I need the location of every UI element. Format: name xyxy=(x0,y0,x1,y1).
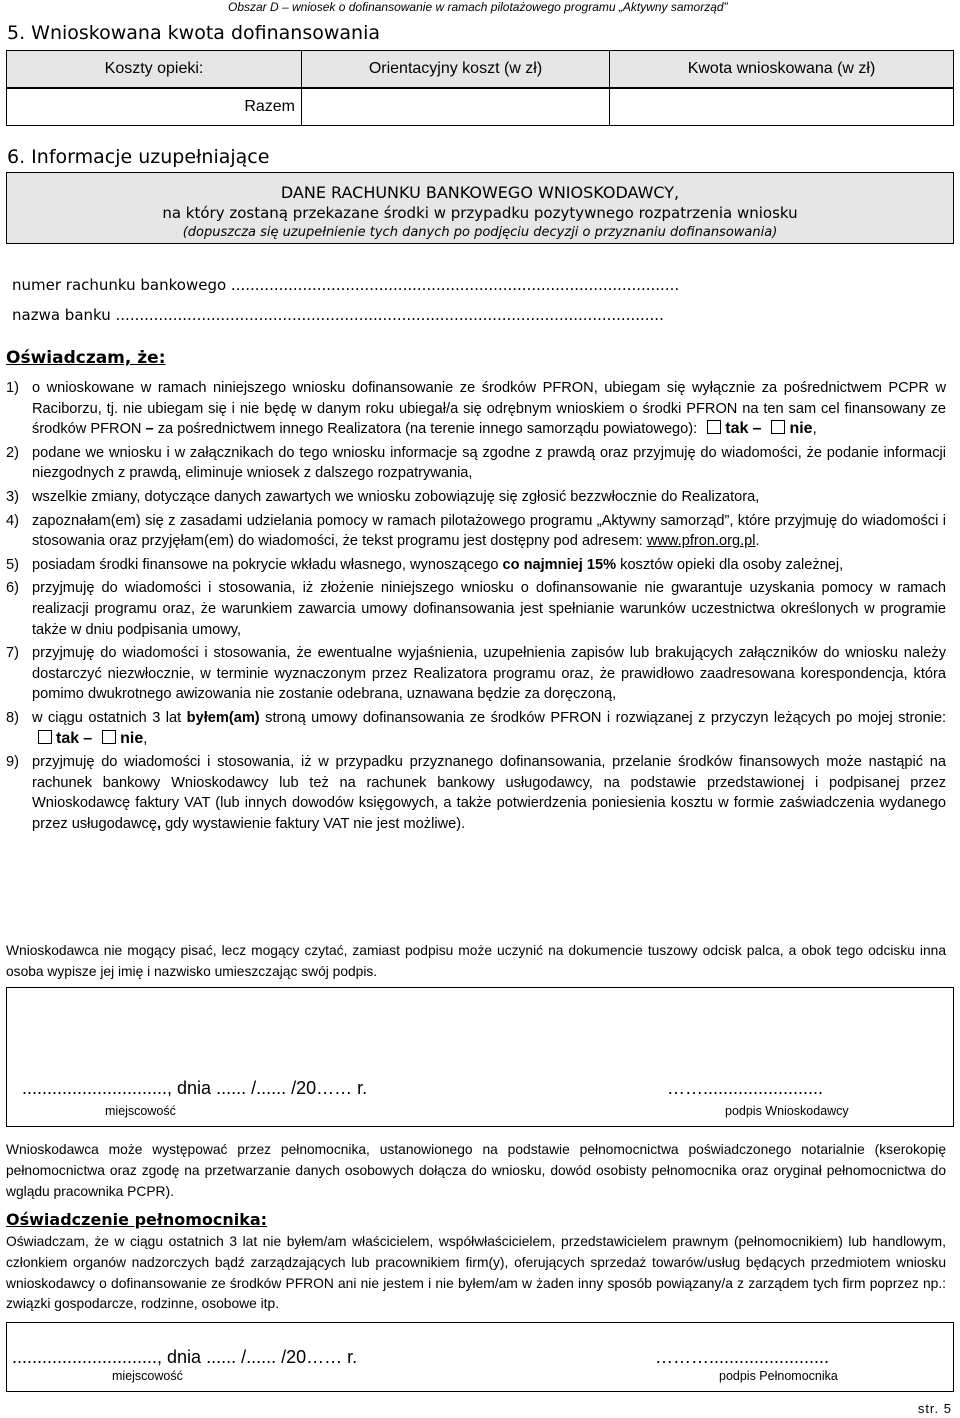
declaration-item xyxy=(6,487,946,508)
item-text: przyjmuję do wiadomości i stosowania, iż złożenie niniejszego wniosku o dofinansowanie nie gwarantuje uzyskania pomocy w ramach realizacji programu oraz, że warunkiem zawarcia umowy dofinansowania jest spełnianie warunków uczestnictwa określonych w programie także w dniu podpisania umowy, xyxy=(32,580,946,638)
item-number: 8) xyxy=(6,709,19,726)
declaration-item: 1) o wnioskowane w ramach niniejszego wniosku dofinansowanie ze środków PFRON, ubiegam się wyłącznie za pośrednictwem PCPR w Raciborzu, tj. nie ubiegam się i nie będę w danym roku ubiegał/a się odrębnym wnioskiem o środki PFRON na ten sam cel finansowany ze środków PFRON – za pośrednictwem innego Realizatora (na terenie innego samorządu powiatowego): tak – nie, xyxy=(6,380,946,438)
item-number: 7) xyxy=(6,645,19,662)
item-number: 5) xyxy=(6,556,19,573)
declaration-item xyxy=(6,643,946,705)
bank-account-box xyxy=(6,172,954,244)
item-number: 4) xyxy=(6,512,19,529)
declaration-item: 8) w ciągu ostatnich 3 lat byłem(am) stroną umowy dofinansowania ze środków PFRON i rozwiązanej z przyczyn leżących po mojej stronie: tak – nie, xyxy=(6,709,947,747)
col-requested-amount-header: Kwota wnioskowana (w zł) xyxy=(610,51,954,89)
declaration-list xyxy=(6,378,946,837)
item-text: podane we wniosku i w załącznikach do tego wniosku informacje są zgodne z prawdą oraz przyjmuję do wiadomości, że podanie informacji niezgodnych z prawdą, eliminuje wniosek z dalszego rozpatrywania, xyxy=(32,444,946,482)
item-text: za pośrednictwem innego Realizatora (na terenie innego samorządu powiatowego): xyxy=(157,421,698,438)
item-bold-text: co najmniej 15% xyxy=(502,556,617,573)
item-text: kosztów opieki dla osoby zależnej, xyxy=(620,556,844,573)
bank-box-note: (dopuszcza się uzupełnienie tych danych po podjęciu decyzji o przyznaniu dofinansowania) xyxy=(182,225,778,240)
item-number: 3) xyxy=(6,488,19,505)
nie-checkbox[interactable] xyxy=(102,730,116,744)
item-number: 1) xyxy=(6,380,19,396)
place-date-line: ............................., dnia ...... /...... /20…… r. xyxy=(22,1078,368,1098)
signature-line: ……........................ xyxy=(667,1078,824,1098)
page-number: str. 5 xyxy=(917,1401,952,1416)
item-text: o wnioskowane w ramach niniejszego wniosku dofinansowanie ze środków PFRON, ubiegam się wyłącznie za pośrednictwem PCPR w Raciborzu, tj. nie ubiegam się i nie będę w danym roku ubiegał/a się odrębnym wnioskiem o środki PFRON na ten sam cel finansowany ze środków PFRON xyxy=(32,380,946,438)
signature-line: ………........................ xyxy=(655,1347,830,1367)
declaration-item xyxy=(6,578,946,640)
item-text: przyjmuję do wiadomości i stosowania, iż w przypadku przyznanego dofinansowania, przelanie środków finansowych może nastąpić na rachunek bankowy Wnioskodawcy lub też na rachunek bankowy usługodawcy, na podstawie przedstawionej i podpisanej przez Wnioskodawcę faktury VAT (lub innych dowodów księgowych, a także potwierdzenia poniesienia kosztu w formie zaświadczenia wydanego przez usługodawcę xyxy=(32,754,946,832)
item-number: 6) xyxy=(6,580,19,597)
place-label: miejscowość xyxy=(112,1369,183,1383)
item-dash: – xyxy=(145,421,154,438)
item-text: zapoznałam(em) się z zasadami udzielania pomocy w ramach pilotażowego programu „Aktywny samorząd”, które przyjmuję do wiadomości i stosowania oraz przyjęłam(em) do wiadomości, że tekst programu jest dostępny pod adresem: xyxy=(32,512,946,550)
page-header: Obszar D – wniosek o dofinansowanie w ramach pilotażowego programu „Aktywny samorząd” xyxy=(228,0,728,14)
section-5-title: 5. Wnioskowana kwota dofinansowania xyxy=(7,22,381,44)
bank-box-subtitle: na który zostaną przekazane środki w przypadku pozytywnego rozpatrzenia wniosku xyxy=(162,204,798,222)
declaration-item xyxy=(6,752,946,834)
place-date-line: ............................., dnia ...... /...... /20…… r. xyxy=(12,1347,358,1367)
section-6-title: 6. Informacje uzupełniające xyxy=(7,146,270,168)
applicant-signature-label: podpis Wnioskodawcy xyxy=(725,1104,849,1118)
proxy-declaration-title: Oświadczenie pełnomocnika: xyxy=(6,1210,268,1229)
pfron-link[interactable]: www.pfron.org.pl xyxy=(646,533,756,550)
col-estimated-cost-header: Orientacyjny koszt (w zł) xyxy=(302,51,610,89)
cost-table xyxy=(6,50,954,126)
item-number: 2) xyxy=(6,444,19,461)
proxy-note: Wnioskodawca może występować przez pełnomocnika, ustanowionego na podstawie pełnomocnictwa poświadczonego notarialnie (kserokopię pełnomocnictwa oraz zgodę na przetwarzanie danych osobowych dołącza do wniosku, dowód osobisty pełnomocnika oraz oryginał pełnomocnictwa do wglądu pracownika PCPR). xyxy=(6,1142,946,1199)
col-costs-header: Koszty opieki: xyxy=(7,51,302,89)
proxy-signature-box[interactable] xyxy=(6,1322,954,1392)
nie-label: nie xyxy=(789,420,813,438)
account-number-field[interactable]: numer rachunku bankowego .............................................................................................. xyxy=(12,276,680,294)
tak-label: tak xyxy=(56,729,80,747)
item-text: w ciągu ostatnich 3 lat xyxy=(32,709,182,726)
item-bold-text: byłem(am) xyxy=(186,709,260,726)
nie-checkbox[interactable] xyxy=(771,420,785,434)
tak-checkbox[interactable] xyxy=(707,420,721,434)
requested-amount-total-field[interactable] xyxy=(610,88,954,126)
item-bold-text: , xyxy=(156,815,161,832)
bank-name-field[interactable]: nazwa banku ................................................................................................................... xyxy=(12,306,664,324)
item-text: wszelkie zmiany, dotyczące danych zawartych we wniosku zobowiązuję się zgłosić bezzwłocznie do Realizatora, xyxy=(32,488,760,505)
place-label: miejscowość xyxy=(105,1104,176,1118)
item-text: posiadam środki finansowe na pokrycie wkładu własnego, wynoszącego xyxy=(32,556,499,573)
tak-label: tak xyxy=(725,420,749,438)
estimated-cost-total-field[interactable] xyxy=(302,88,610,126)
item-number: 9) xyxy=(6,754,19,771)
bank-box-title: DANE RACHUNKU BANKOWEGO WNIOSKODAWCY, xyxy=(280,183,680,202)
total-label: Razem xyxy=(7,88,302,126)
declaration-title: Oświadczam, że: xyxy=(6,348,166,368)
applicant-signature-box[interactable] xyxy=(6,987,954,1127)
declaration-item xyxy=(6,555,946,576)
item-text: przyjmuję do wiadomości i stosowania, że ewentualne wyjaśnienia, uzupełnienia zapisów lub brakujących załączników do wniosku należy dostarczyć niezwłocznie, w terminie wyznaczonym przez Realizatora programu oraz, że prawidłowo zaadresowana korespondencja, która pomimo dwukrotnego awizowania nie zostanie odebrana, uznawana będzie za doręczoną, xyxy=(32,645,946,703)
nie-label: nie xyxy=(120,729,144,747)
item-text: gdy wystawienie faktury VAT nie jest możliwe). xyxy=(165,815,466,832)
proxy-declaration-text: Oświadczam, że w ciągu ostatnich 3 lat nie byłem/am właścicielem, współwłaścicielem, przedstawicielem prawnym (pełnomocnikiem) lub handlowym, członkiem organów nadzorczych bądź zarządzających lub pracownikiem firm(y), oferujących sprzedaż towarów/usług będących przedmiotem wniosku wnioskodawcy o dofinansowanie ze środków PFRON ani nie jestem i nie byłem/am w żaden inny sposób powiązany/a z zarządem tych firm poprzez np.: związki gospodarcze, rodzinne, osobowe itp. xyxy=(6,1234,946,1312)
tak-checkbox[interactable] xyxy=(38,730,52,744)
item-text: stroną umowy dofinansowania ze środków PFRON i rozwiązanej z przyczyn leżących po mojej stronie: xyxy=(265,709,947,726)
proxy-signature-label: podpis Pełnomocnika xyxy=(719,1369,838,1383)
declaration-item xyxy=(6,443,946,484)
fingerprint-note: Wnioskodawca nie mogący pisać, lecz mogący czytać, zamiast podpisu może uczynić na dokumencie tuszowy odcisk palca, a obok tego odcisku inna osoba wypisze jej imię i nazwisko umieszczając swój podpis. xyxy=(6,943,946,979)
declaration-item: 4) zapoznałam(em) się z zasadami udzielania pomocy w ramach pilotażowego programu „Aktywny samorząd”, które przyjmuję do wiadomości i stosowania oraz przyjęłam(em) do wiadomości, że tekst programu jest dostępny pod adresem: www.pfron.org.pl. xyxy=(6,512,946,550)
